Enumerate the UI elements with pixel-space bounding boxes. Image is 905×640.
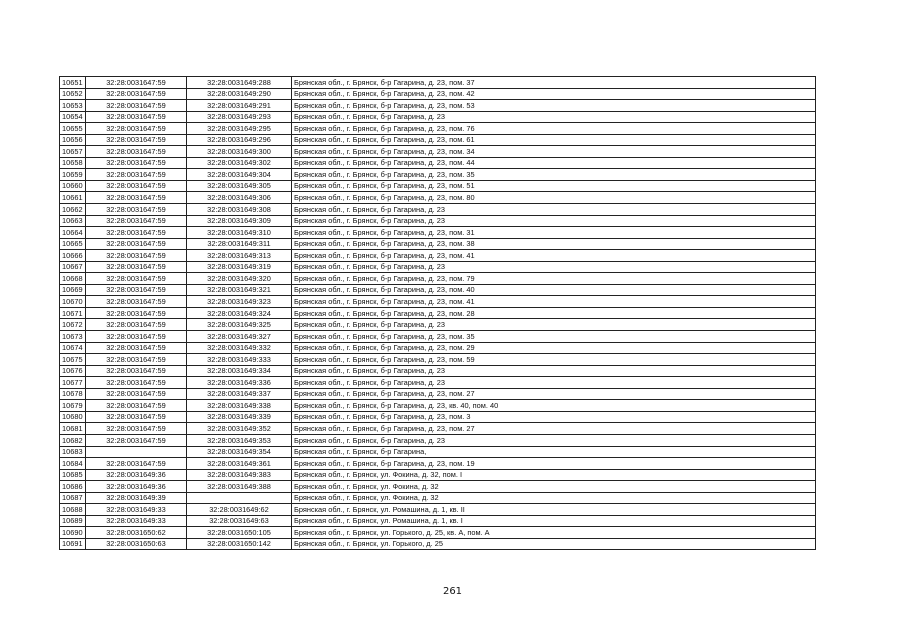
object-number-cell: 32:28:0031649:352 — [187, 423, 292, 435]
page-number: 261 — [442, 586, 463, 597]
address-cell: Брянская обл., г. Брянск, ул. Горького, д. 25 — [292, 538, 816, 550]
table-row — [60, 458, 816, 470]
object-number-cell: 32:28:0031649:333 — [187, 354, 292, 366]
object-number-cell: 32:28:0031649:353 — [187, 434, 292, 446]
address-cell: Брянская обл., г. Брянск, б-р Гагарина, д. 23 — [292, 434, 816, 446]
table-row — [60, 227, 816, 239]
object-number-cell: 32:28:0031649:325 — [187, 319, 292, 331]
object-number-cell: 32:28:0031649:319 — [187, 261, 292, 273]
row-number-cell: 10674 — [60, 342, 86, 354]
parcel-number-cell: 32:28:0031647:59 — [86, 458, 187, 470]
object-number-cell: 32:28:0031649:338 — [187, 400, 292, 412]
address-cell: Брянская обл., г. Брянск, ул. Ромашина, д. 1, кв. II — [292, 504, 816, 516]
row-number-cell: 10690 — [60, 527, 86, 539]
object-number-cell: 32:28:0031649:306 — [187, 192, 292, 204]
row-number-cell: 10691 — [60, 538, 86, 550]
parcel-number-cell: 32:28:0031647:59 — [86, 180, 187, 192]
row-number-cell: 10673 — [60, 331, 86, 343]
row-number-cell: 10684 — [60, 458, 86, 470]
object-number-cell: 32:28:0031649:324 — [187, 307, 292, 319]
row-number-cell: 10666 — [60, 250, 86, 262]
object-number-cell: 32:28:0031649:288 — [187, 77, 292, 89]
table-row — [60, 192, 816, 204]
object-number-cell: 32:28:0031649:293 — [187, 111, 292, 123]
object-number-cell: 32:28:0031649:291 — [187, 100, 292, 112]
address-cell: Брянская обл., г. Брянск, б-р Гагарина, д. 23, пом. 40 — [292, 284, 816, 296]
row-number-cell: 10678 — [60, 388, 86, 400]
address-cell: Брянская обл., г. Брянск, б-р Гагарина, д. 23 — [292, 377, 816, 389]
object-number-cell: 32:28:0031649:304 — [187, 169, 292, 181]
address-cell: Брянская обл., г. Брянск, б-р Гагарина, д. 23, пом. 42 — [292, 88, 816, 100]
table-row — [60, 296, 816, 308]
address-cell: Брянская обл., г. Брянск, б-р Гагарина, — [292, 446, 816, 458]
parcel-number-cell: 32:28:0031647:59 — [86, 88, 187, 100]
table-row — [60, 388, 816, 400]
parcel-number-cell: 32:28:0031647:59 — [86, 319, 187, 331]
row-number-cell: 10681 — [60, 423, 86, 435]
address-cell: Брянская обл., г. Брянск, б-р Гагарина, д. 23, пом. 76 — [292, 123, 816, 135]
address-cell: Брянская обл., г. Брянск, б-р Гагарина, д. 23, пом. 37 — [292, 77, 816, 89]
object-number-cell: 32:28:0031649:320 — [187, 273, 292, 285]
object-number-cell: 32:28:0031649:337 — [187, 388, 292, 400]
address-cell: Брянская обл., г. Брянск, б-р Гагарина, д. 23, пом. 27 — [292, 423, 816, 435]
table-row — [60, 215, 816, 227]
row-number-cell: 10672 — [60, 319, 86, 331]
parcel-number-cell: 32:28:0031647:59 — [86, 250, 187, 262]
registry-table-body — [60, 77, 816, 550]
parcel-number-cell: 32:28:0031649:33 — [86, 515, 187, 527]
object-number-cell: 32:28:0031650:105 — [187, 527, 292, 539]
row-number-cell: 10683 — [60, 446, 86, 458]
parcel-number-cell: 32:28:0031649:36 — [86, 481, 187, 493]
table-row — [60, 319, 816, 331]
address-cell: Брянская обл., г. Брянск, б-р Гагарина, д. 23 — [292, 261, 816, 273]
row-number-cell: 10671 — [60, 307, 86, 319]
address-cell: Брянская обл., г. Брянск, б-р Гагарина, д. 23 — [292, 215, 816, 227]
table-row — [60, 146, 816, 158]
table-row — [60, 423, 816, 435]
row-number-cell: 10664 — [60, 227, 86, 239]
parcel-number-cell: 32:28:0031649:33 — [86, 504, 187, 516]
object-number-cell: 32:28:0031649:327 — [187, 331, 292, 343]
parcel-number-cell: 32:28:0031647:59 — [86, 169, 187, 181]
parcel-number-cell: 32:28:0031647:59 — [86, 215, 187, 227]
address-cell: Брянская обл., г. Брянск, б-р Гагарина, д. 23, пом. 35 — [292, 169, 816, 181]
object-number-cell: 32:28:0031649:62 — [187, 504, 292, 516]
parcel-number-cell: 32:28:0031647:59 — [86, 284, 187, 296]
row-number-cell: 10676 — [60, 365, 86, 377]
parcel-number-cell: 32:28:0031647:59 — [86, 238, 187, 250]
address-cell: Брянская обл., г. Брянск, б-р Гагарина, д. 23, пом. 59 — [292, 354, 816, 366]
address-cell: Брянская обл., г. Брянск, б-р Гагарина, д. 23 — [292, 365, 816, 377]
object-number-cell: 32:28:0031649:305 — [187, 180, 292, 192]
object-number-cell: 32:28:0031649:313 — [187, 250, 292, 262]
address-cell: Брянская обл., г. Брянск, б-р Гагарина, д. 23, пом. 34 — [292, 146, 816, 158]
object-number-cell: 32:28:0031649:63 — [187, 515, 292, 527]
object-number-cell: 32:28:0031649:361 — [187, 458, 292, 470]
row-number-cell: 10658 — [60, 157, 86, 169]
table-row — [60, 169, 816, 181]
table-row — [60, 331, 816, 343]
parcel-number-cell: 32:28:0031647:59 — [86, 134, 187, 146]
row-number-cell: 10663 — [60, 215, 86, 227]
table-row — [60, 446, 816, 458]
row-number-cell: 10688 — [60, 504, 86, 516]
table-row — [60, 250, 816, 262]
table-row — [60, 157, 816, 169]
row-number-cell: 10656 — [60, 134, 86, 146]
table-row — [60, 238, 816, 250]
table-row — [60, 400, 816, 412]
object-number-cell: 32:28:0031649:296 — [187, 134, 292, 146]
object-number-cell: 32:28:0031649:323 — [187, 296, 292, 308]
address-cell: Брянская обл., г. Брянск, б-р Гагарина, д. 23, пом. 29 — [292, 342, 816, 354]
row-number-cell: 10665 — [60, 238, 86, 250]
object-number-cell: 32:28:0031649:334 — [187, 365, 292, 377]
row-number-cell: 10657 — [60, 146, 86, 158]
address-cell: Брянская обл., г. Брянск, ул. Фокина, д. 32 — [292, 492, 816, 504]
object-number-cell: 32:28:0031649:311 — [187, 238, 292, 250]
parcel-number-cell: 32:28:0031647:59 — [86, 261, 187, 273]
table-row — [60, 354, 816, 366]
row-number-cell: 10662 — [60, 204, 86, 216]
parcel-number-cell: 32:28:0031647:59 — [86, 204, 187, 216]
table-row — [60, 481, 816, 493]
row-number-cell: 10653 — [60, 100, 86, 112]
address-cell: Брянская обл., г. Брянск, б-р Гагарина, д. 23, пом. 3 — [292, 411, 816, 423]
object-number-cell: 32:28:0031649:309 — [187, 215, 292, 227]
address-cell: Брянская обл., г. Брянск, б-р Гагарина, д. 23, пом. 19 — [292, 458, 816, 470]
parcel-number-cell: 32:28:0031647:59 — [86, 423, 187, 435]
row-number-cell: 10689 — [60, 515, 86, 527]
parcel-number-cell: 32:28:0031647:59 — [86, 331, 187, 343]
row-number-cell: 10670 — [60, 296, 86, 308]
parcel-number-cell: 32:28:0031647:59 — [86, 77, 187, 89]
row-number-cell: 10667 — [60, 261, 86, 273]
object-number-cell: 32:28:0031649:302 — [187, 157, 292, 169]
row-number-cell: 10680 — [60, 411, 86, 423]
object-number-cell: 32:28:0031649:332 — [187, 342, 292, 354]
object-number-cell: 32:28:0031649:300 — [187, 146, 292, 158]
object-number-cell: 32:28:0031649:383 — [187, 469, 292, 481]
row-number-cell: 10651 — [60, 77, 86, 89]
parcel-number-cell: 32:28:0031647:59 — [86, 400, 187, 412]
address-cell: Брянская обл., г. Брянск, ул. Ромашина, д. 1, кв. I — [292, 515, 816, 527]
address-cell: Брянская обл., г. Брянск, б-р Гагарина, д. 23, пом. 35 — [292, 331, 816, 343]
parcel-number-cell: 32:28:0031647:59 — [86, 157, 187, 169]
registry-table — [59, 76, 816, 550]
row-number-cell: 10652 — [60, 88, 86, 100]
object-number-cell: 32:28:0031649:308 — [187, 204, 292, 216]
parcel-number-cell: 32:28:0031647:59 — [86, 388, 187, 400]
parcel-number-cell: 32:28:0031647:59 — [86, 434, 187, 446]
parcel-number-cell: 32:28:0031647:59 — [86, 273, 187, 285]
address-cell: Брянская обл., г. Брянск, ул. Горького, д. 25, кв. А, пом. А — [292, 527, 816, 539]
address-cell: Брянская обл., г. Брянск, б-р Гагарина, д. 23, пом. 53 — [292, 100, 816, 112]
object-number-cell: 32:28:0031649:336 — [187, 377, 292, 389]
address-cell: Брянская обл., г. Брянск, б-р Гагарина, д. 23 — [292, 319, 816, 331]
parcel-number-cell: 32:28:0031647:59 — [86, 100, 187, 112]
table-row — [60, 123, 816, 135]
table-row — [60, 77, 816, 89]
row-number-cell: 10660 — [60, 180, 86, 192]
table-row — [60, 411, 816, 423]
row-number-cell: 10677 — [60, 377, 86, 389]
row-number-cell: 10654 — [60, 111, 86, 123]
address-cell: Брянская обл., г. Брянск, б-р Гагарина, д. 23, пом. 44 — [292, 157, 816, 169]
row-number-cell: 10687 — [60, 492, 86, 504]
parcel-number-cell: 32:28:0031647:59 — [86, 365, 187, 377]
parcel-number-cell: 32:28:0031647:59 — [86, 296, 187, 308]
address-cell: Брянская обл., г. Брянск, б-р Гагарина, д. 23, пом. 61 — [292, 134, 816, 146]
address-cell: Брянская обл., г. Брянск, б-р Гагарина, д. 23, пом. 80 — [292, 192, 816, 204]
address-cell: Брянская обл., г. Брянск, б-р Гагарина, д. 23, кв. 40, пом. 40 — [292, 400, 816, 412]
object-number-cell: 32:28:0031649:388 — [187, 481, 292, 493]
address-cell: Брянская обл., г. Брянск, б-р Гагарина, д. 23 — [292, 204, 816, 216]
table-row — [60, 100, 816, 112]
row-number-cell: 10661 — [60, 192, 86, 204]
table-row — [60, 527, 816, 539]
row-number-cell: 10655 — [60, 123, 86, 135]
table-row — [60, 204, 816, 216]
table-row — [60, 180, 816, 192]
address-cell: Брянская обл., г. Брянск, б-р Гагарина, д. 23, пом. 31 — [292, 227, 816, 239]
table-row — [60, 342, 816, 354]
address-cell: Брянская обл., г. Брянск, б-р Гагарина, д. 23, пом. 38 — [292, 238, 816, 250]
table-row — [60, 261, 816, 273]
row-number-cell: 10686 — [60, 481, 86, 493]
table-row — [60, 469, 816, 481]
table-row — [60, 515, 816, 527]
object-number-cell: 32:28:0031650:142 — [187, 538, 292, 550]
object-number-cell: 32:28:0031649:310 — [187, 227, 292, 239]
parcel-number-cell: 32:28:0031650:63 — [86, 538, 187, 550]
address-cell: Брянская обл., г. Брянск, б-р Гагарина, д. 23, пом. 41 — [292, 250, 816, 262]
parcel-number-cell: 32:28:0031647:59 — [86, 111, 187, 123]
table-row — [60, 88, 816, 100]
row-number-cell: 10685 — [60, 469, 86, 481]
parcel-number-cell: 32:28:0031647:59 — [86, 123, 187, 135]
address-cell: Брянская обл., г. Брянск, б-р Гагарина, д. 23 — [292, 111, 816, 123]
table-row — [60, 307, 816, 319]
object-number-cell: 32:28:0031649:321 — [187, 284, 292, 296]
object-number-cell — [187, 492, 292, 504]
parcel-number-cell: 32:28:0031647:59 — [86, 307, 187, 319]
parcel-number-cell: 32:28:0031647:59 — [86, 192, 187, 204]
parcel-number-cell — [86, 446, 187, 458]
address-cell: Брянская обл., г. Брянск, б-р Гагарина, д. 23, пом. 79 — [292, 273, 816, 285]
parcel-number-cell: 32:28:0031649:36 — [86, 469, 187, 481]
table-row — [60, 538, 816, 550]
row-number-cell: 10669 — [60, 284, 86, 296]
table-row — [60, 377, 816, 389]
object-number-cell: 32:28:0031649:295 — [187, 123, 292, 135]
parcel-number-cell: 32:28:0031647:59 — [86, 146, 187, 158]
row-number-cell: 10659 — [60, 169, 86, 181]
table-row — [60, 365, 816, 377]
parcel-number-cell: 32:28:0031647:59 — [86, 227, 187, 239]
table-row — [60, 284, 816, 296]
address-cell: Брянская обл., г. Брянск, б-р Гагарина, д. 23, пом. 51 — [292, 180, 816, 192]
object-number-cell: 32:28:0031649:339 — [187, 411, 292, 423]
address-cell: Брянская обл., г. Брянск, ул. Фокина, д. 32 — [292, 481, 816, 493]
row-number-cell: 10682 — [60, 434, 86, 446]
row-number-cell: 10675 — [60, 354, 86, 366]
table-row — [60, 134, 816, 146]
table-row — [60, 434, 816, 446]
row-number-cell: 10668 — [60, 273, 86, 285]
table-row — [60, 273, 816, 285]
parcel-number-cell: 32:28:0031649:39 — [86, 492, 187, 504]
address-cell: Брянская обл., г. Брянск, б-р Гагарина, д. 23, пом. 27 — [292, 388, 816, 400]
address-cell: Брянская обл., г. Брянск, б-р Гагарина, д. 23, пом. 28 — [292, 307, 816, 319]
object-number-cell: 32:28:0031649:354 — [187, 446, 292, 458]
address-cell: Брянская обл., г. Брянск, б-р Гагарина, д. 23, пом. 41 — [292, 296, 816, 308]
object-number-cell: 32:28:0031649:290 — [187, 88, 292, 100]
parcel-number-cell: 32:28:0031647:59 — [86, 411, 187, 423]
parcel-number-cell: 32:28:0031647:59 — [86, 377, 187, 389]
table-row — [60, 111, 816, 123]
parcel-number-cell: 32:28:0031647:59 — [86, 342, 187, 354]
parcel-number-cell: 32:28:0031650:62 — [86, 527, 187, 539]
address-cell: Брянская обл., г. Брянск, ул. Фокина, д. 32, пом. I — [292, 469, 816, 481]
parcel-number-cell: 32:28:0031647:59 — [86, 354, 187, 366]
table-row — [60, 492, 816, 504]
row-number-cell: 10679 — [60, 400, 86, 412]
table-row — [60, 504, 816, 516]
